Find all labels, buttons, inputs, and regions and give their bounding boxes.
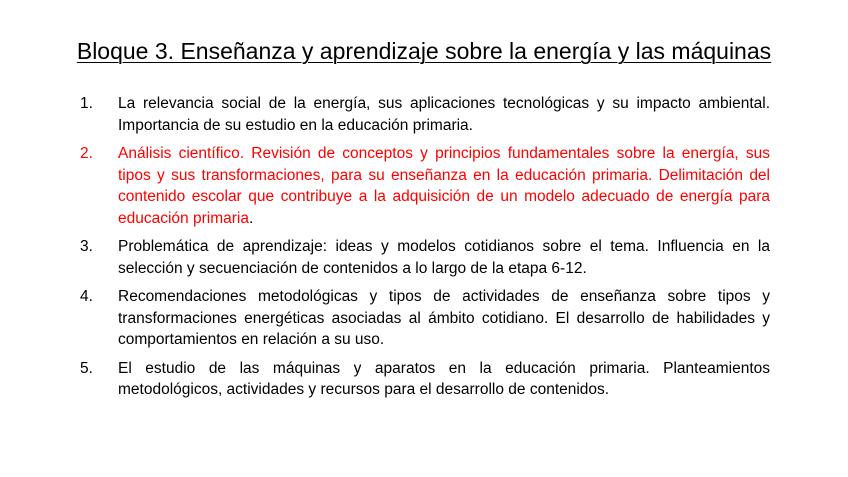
- list-item: [80, 358, 770, 401]
- item-number: 2.: [80, 145, 93, 162]
- item-number: 4.: [80, 288, 93, 305]
- item-text: Problemática de aprendizaje: ideas y modelos cotidianos sobre el tema. Influencia en la selección y secuenciación de contenidos a lo largo de la etapa 6-12.: [118, 238, 770, 277]
- list-item: [80, 93, 770, 136]
- item-text: Recomendaciones metodológicas y tipos de actividades de enseñanza sobre tipos y transformaciones energéticas asociadas al ámbito cotidiano. El desarrollo de habilidades y comportamientos en relación a su uso.: [118, 288, 770, 348]
- item-number: 5.: [80, 359, 93, 377]
- list-item: [80, 286, 770, 351]
- item-number: 1.: [80, 95, 93, 112]
- item-text-tail: .: [248, 209, 254, 227]
- item-text: Análisis científico. Revisión de conceptos y principios fundamentales sobre la energía, sus tipos y sus transformaciones, para su enseñanza en la educación primaria. Delimitación del contenido escolar que contribuye a la adquisición de un modelo adecuado de energía para educación primaria: [118, 145, 770, 227]
- item-number: 3.: [80, 238, 93, 255]
- list-item: [80, 236, 770, 279]
- slide-title: Bloque 3. Enseñanza y aprendizaje sobre la energía y las máquinas: [76, 38, 772, 64]
- item-text: El estudio de las máquinas y aparatos en la educación primaria. Planteamientos metodológicos, actividades y recursos para el desarrollo de contenidos.: [118, 359, 770, 398]
- list-item-highlighted: [80, 143, 770, 229]
- item-text-wrapper: [118, 143, 770, 229]
- topic-list: [80, 93, 770, 408]
- item-text: La relevancia social de la energía, sus aplicaciones tecnológicas y su impacto ambiental. Importancia de su estudio en la educación primaria.: [118, 95, 770, 134]
